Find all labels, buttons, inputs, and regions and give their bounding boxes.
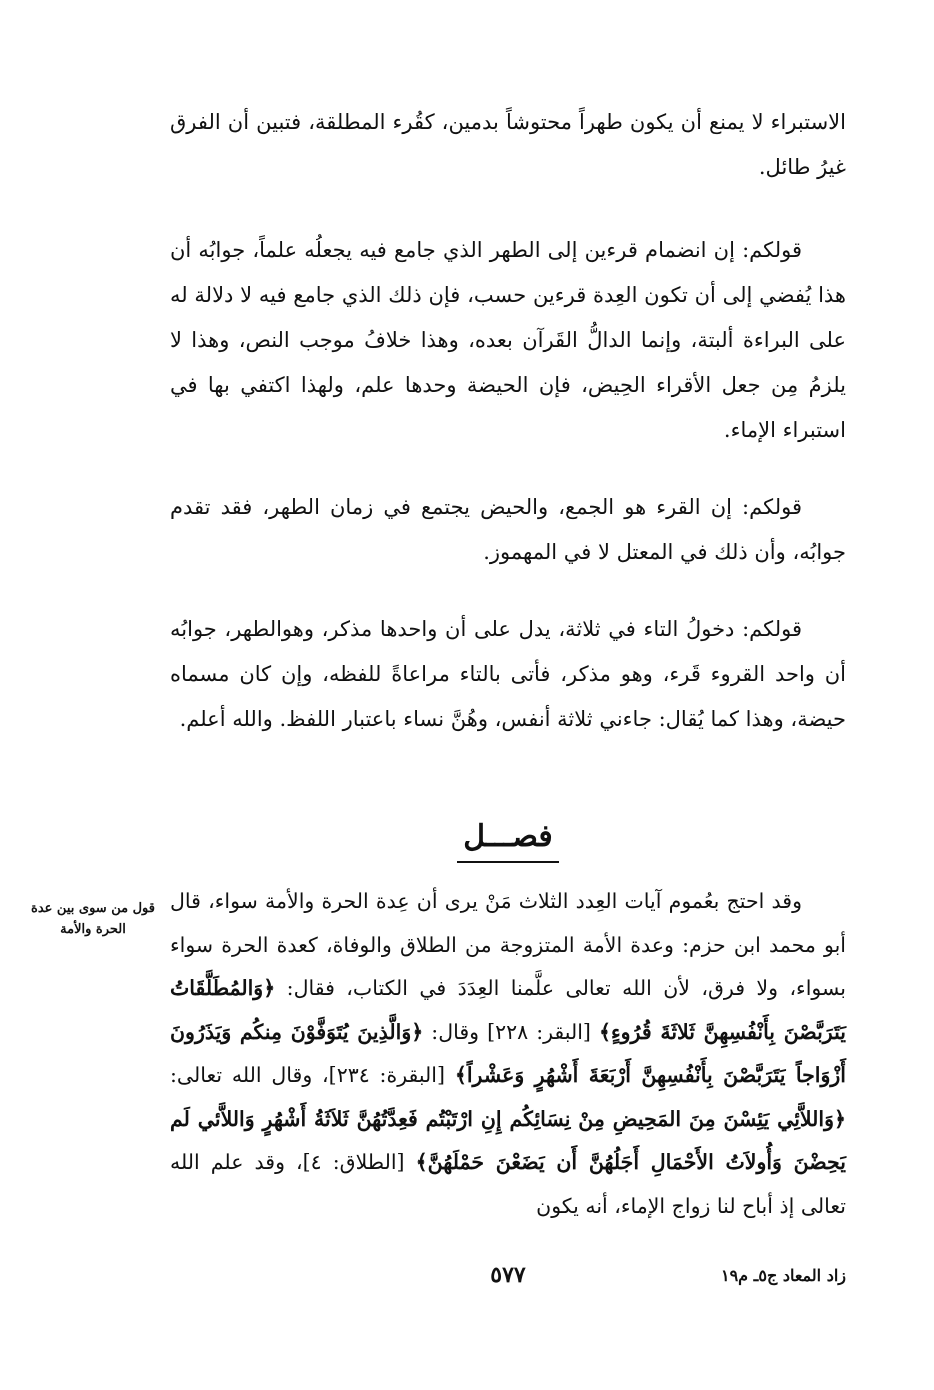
paragraph-reply-gathering [170, 485, 846, 575]
quran-verse: ﴿وَالمُطَلَّقَاتُ يَتَرَبَّصْنَ بِأَنْفُسِهِنَّ ثَلاثَةَ قُرُوءٍ﴾ [170, 976, 846, 1044]
page-number: ٥٧٧ [490, 1262, 526, 1288]
verse-reference: [الطلاق: ٤]، وقد علم الله تعالى إذ أباح لنا زواج الإماء، أنه يكون [170, 1150, 846, 1218]
section-heading [170, 815, 846, 863]
paragraph-reply-two-qurus [170, 228, 846, 453]
section-text [170, 880, 846, 1228]
section-heading-text: فصـــل [457, 815, 558, 863]
paragraph-reply-feminine-ta [170, 607, 846, 742]
paragraph-text: قولكم: إن القرء هو الجمع، والحيض يجتمع في زمان الطهر، فقد تقدم جوابُه، وأن ذلك في المعتل لا في المهموز. [170, 495, 846, 564]
section-text-run: وقد احتج بعُموم آيات العِدد الثلاث مَنْ يرى أن عِدة الحرة والأمة سواء، قال أبو محمد ابن حزم: وعدة الأمة المتزوجة من الطلاق والوفاة، كعدة الحرة سواء بسواء، ولا فرق، لأن الله تعالى علَّمنا العِدَدَ في الكتاب، فقال: [170, 889, 846, 1000]
paragraph-continuation [170, 100, 846, 190]
page-footer [170, 1262, 846, 1292]
quran-verse: ﴿وَالَّذِينَ يُتَوَفَّوْنَ مِنكُم وَيَذَرُونَ أَزْوَاجاً يَتَرَبَّصْنَ بِأَنْفُسِهِنَّ أَرْبَعَةَ أَشْهُرٍ وَعَشْراً﴾ [170, 1019, 846, 1087]
verse-reference: [البقر: ٢٢٨] وقال: [431, 1019, 591, 1044]
paragraph-text: قولكم: دخولُ التاء في ثلاثة، يدل على أن واحدها مذكر، وهوالطهر، جوابُه أن واحد القروء قَرء، وهو مذكر، فأتى بالتاء مراعاةً للفظه، وإن كان مسماه حيضة، وهذا كما يُقال: جاءني ثلاثة أنفس، وهُنَّ نساء باعتبار اللفظ. والله أعلم. [170, 617, 846, 731]
verse-reference: [البقرة: ٢٣٤]، وقال الله تعالى: [170, 1063, 445, 1087]
book-signature: زاد المعاد ج٥ـ م١٩ [720, 1266, 846, 1285]
paragraph-text: الاستبراء لا يمنع أن يكون طهراً محتوشاً بدمين، كقُرء المطلقة، فتبين أن الفرق غيرُ طائل. [170, 110, 846, 179]
paragraph-text: قولكم: إن انضمام قرءين إلى الطهر الذي جامع فيه يجعلُه علماً، جوابُه أن هذا يُفضي إلى أن تكون العِدة قرءين حسب، فإن ذلك الذي جامع فيه لا دلالة له على البراءة ألبتة، وإنما الدالُّ القَرآن بعده، وهذا خلافُ موجب النص، وهذا لا يلزمُ مِن جعل الأقراء الحِيض، فإن الحيضة وحدها علم، ولهذا اكتفي بها في استبراء الإماء. [170, 238, 846, 442]
section-paragraph [170, 880, 846, 1228]
margin-note: قول من سوى بين عدة الحرة والأمة [31, 901, 155, 937]
quran-verse: ﴿وَاللاَّئِي يَئِسْنَ مِنَ المَحِيضِ مِنْ نِسَائِكُم إِنِ ارْتَبْتُم فَعِدَّتُهُنَّ ثَلاَثَةُ أَشْهُرٍ وَاللاَّئي لَم يَحِضْنَ وَأُولاَتُ الأَحْمَالِ أَجَلُهُنَّ أَن يَضَعْنَ حَمْلَهُنَّ﴾ [170, 1106, 846, 1174]
